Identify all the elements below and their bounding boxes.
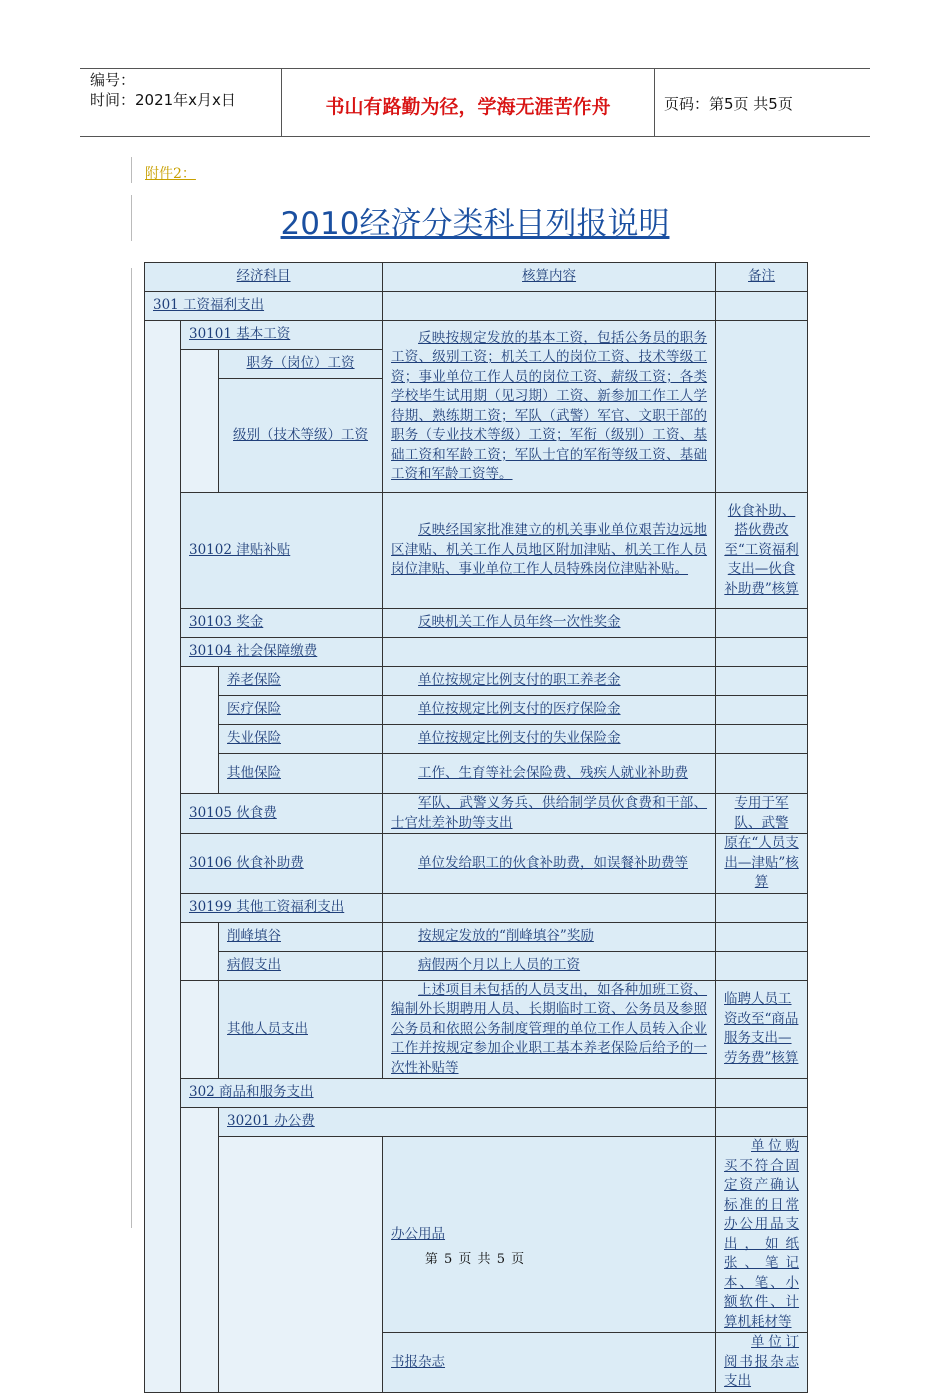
header-motto: 书山有路勤为径，学海无涯苦作舟 [325, 96, 611, 118]
content-cell: 单位按规定比例支付的失业保险金 [383, 725, 716, 754]
indent-cell [181, 980, 219, 1079]
category-cell[interactable]: 书报杂志 [383, 1333, 716, 1393]
header-top-rule [80, 68, 870, 69]
content-cell: 军队、武警义务兵、供给制学员伙食费和干部、士官灶差补助等支出 [383, 794, 716, 834]
number-label: 编号： [90, 71, 136, 89]
indent-cell [145, 321, 181, 1393]
margin-mark [131, 268, 132, 1228]
category-cell[interactable]: 30102 津贴补贴 [181, 493, 383, 609]
margin-mark [131, 157, 132, 183]
content-cell: 反映按规定发放的基本工资，包括公务员的职务工资、级别工资；机关工人的岗位工资、技术等级工资；事业单位工作人员的岗位工资、薪级工资；各类学校毕生试用期（见习期）工资、新参加工作工人学待期、熟练期工资；军队（武警）军官、文职干部的职务（专业技术等级）工资；军衔（级别）工资、基础工资和军龄工资；军队士官的军衔等级工资、基础工资和军龄工资等。 [383, 321, 716, 493]
remark-cell: 专用于军队、武警 [716, 794, 808, 834]
remark-cell [716, 951, 808, 980]
remark-cell [716, 922, 808, 951]
remark-cell [716, 638, 808, 667]
category-cell[interactable]: 办公用品 [383, 1137, 716, 1333]
table-row [145, 893, 808, 922]
category-cell[interactable]: 职务（岗位）工资 [219, 350, 383, 379]
header-info [90, 70, 236, 110]
content-cell [383, 893, 716, 922]
table-row [145, 696, 808, 725]
content-cell: 反映机关工作人员年终一次性奖金 [383, 609, 716, 638]
remark-cell: 伙食补助、搭伙费改至“工资福利支出—伙食补助费”核算 [716, 493, 808, 609]
content-cell: 单位按规定比例支付的职工养老金 [383, 667, 716, 696]
category-cell[interactable]: 30199 其他工资福利支出 [181, 893, 383, 922]
table-row [145, 834, 808, 894]
remark-cell [716, 893, 808, 922]
category-cell[interactable]: 医疗保险 [219, 696, 383, 725]
content-cell [383, 292, 716, 321]
indent-cell [181, 667, 219, 794]
time-label: 时间：2021年x月x日 [90, 91, 236, 109]
category-cell[interactable]: 30103 奖金 [181, 609, 383, 638]
table-row [145, 754, 808, 794]
category-cell[interactable]: 病假支出 [219, 951, 383, 980]
table-row [145, 292, 808, 321]
header-bottom-rule [80, 136, 870, 137]
category-cell[interactable]: 削峰填谷 [219, 922, 383, 951]
content-cell: 病假两个月以上人员的工资 [383, 951, 716, 980]
remark-cell [716, 725, 808, 754]
content-cell: 按规定发放的“削峰填谷”奖励 [383, 922, 716, 951]
table-row [145, 1108, 808, 1137]
indent-cell [181, 922, 219, 980]
category-cell[interactable]: 失业保险 [219, 725, 383, 754]
remark-cell: 原在“人员支出—津贴”核算 [716, 834, 808, 894]
classification-table [144, 262, 808, 1393]
content-cell: 工作、生育等社会保险费、残疾人就业补助费 [383, 754, 716, 794]
category-cell[interactable]: 30201 办公费 [219, 1108, 716, 1137]
category-cell[interactable]: 302 商品和服务支出 [181, 1079, 716, 1108]
remark-cell [716, 696, 808, 725]
header-cell: 经济科目 [145, 263, 383, 292]
table-row [145, 922, 808, 951]
table-row [145, 951, 808, 980]
content-cell [716, 1108, 808, 1137]
header-page-info: 页码：第5页 共5页 [664, 95, 793, 113]
table-row [145, 667, 808, 696]
remark-cell [716, 609, 808, 638]
table-row [145, 1079, 808, 1108]
category-cell[interactable]: 30101 基本工资 [181, 321, 383, 350]
remark-cell [716, 754, 808, 794]
content-cell: 单位订阅书报杂志支出 [716, 1333, 808, 1393]
category-cell[interactable]: 30104 社会保障缴费 [181, 638, 383, 667]
category-cell[interactable]: 301 工资福利支出 [145, 292, 383, 321]
attachment-label[interactable]: 附件2： [145, 166, 196, 182]
page-title[interactable]: 2010经济分类科目列报说明 [280, 206, 670, 242]
content-cell: 单位购买不符合固定资产确认标准的日常办公用品支出，如纸张、笔记本、笔、小额软件、计算机耗材等 [716, 1137, 808, 1333]
category-cell[interactable]: 其他保险 [219, 754, 383, 794]
content-cell: 单位发给职工的伙食补助费，如误餐补助费等 [383, 834, 716, 894]
table-row [145, 321, 808, 350]
table-row [145, 493, 808, 609]
category-cell[interactable]: 其他人员支出 [219, 980, 383, 1079]
category-cell[interactable]: 30105 伙食费 [181, 794, 383, 834]
remark-cell [716, 292, 808, 321]
content-cell: 单位按规定比例支付的医疗保险金 [383, 696, 716, 725]
table-row [145, 725, 808, 754]
header-divider [654, 68, 655, 136]
category-cell[interactable]: 30106 伙食补助费 [181, 834, 383, 894]
table-row [145, 609, 808, 638]
table-header-row [145, 263, 808, 292]
table-row [145, 980, 808, 1079]
category-cell[interactable]: 养老保险 [219, 667, 383, 696]
table-row [145, 1137, 808, 1333]
indent-cell [181, 350, 219, 493]
header-cell: 核算内容 [383, 263, 716, 292]
table-row [145, 794, 808, 834]
content-cell: 上述项目未包括的人员支出，如各种加班工资、编制外长期聘用人员、长期临时工资、公务员及参照公务员和依照公务制度管理的单位工作人员转入企业工作并按规定参加企业职工基本养老保险后给予的一次性补贴等 [383, 980, 716, 1079]
remark-cell: 临聘人员工资改至“商品服务支出—劳务费”核算 [716, 980, 808, 1079]
content-cell [716, 1079, 808, 1108]
header-cell: 备注 [716, 263, 808, 292]
content-cell [383, 638, 716, 667]
category-cell[interactable]: 级别（技术等级）工资 [219, 379, 383, 493]
remark-cell [716, 667, 808, 696]
remark-cell [716, 321, 808, 493]
content-cell: 反映经国家批准建立的机关事业单位艰苦边远地区津贴、机关工作人员地区附加津贴、机关工作人员岗位津贴、事业单位工作人员特殊岗位津贴补贴。 [383, 493, 716, 609]
page-footer: 第 5 页 共 5 页 [424, 1252, 526, 1267]
table-row [145, 638, 808, 667]
